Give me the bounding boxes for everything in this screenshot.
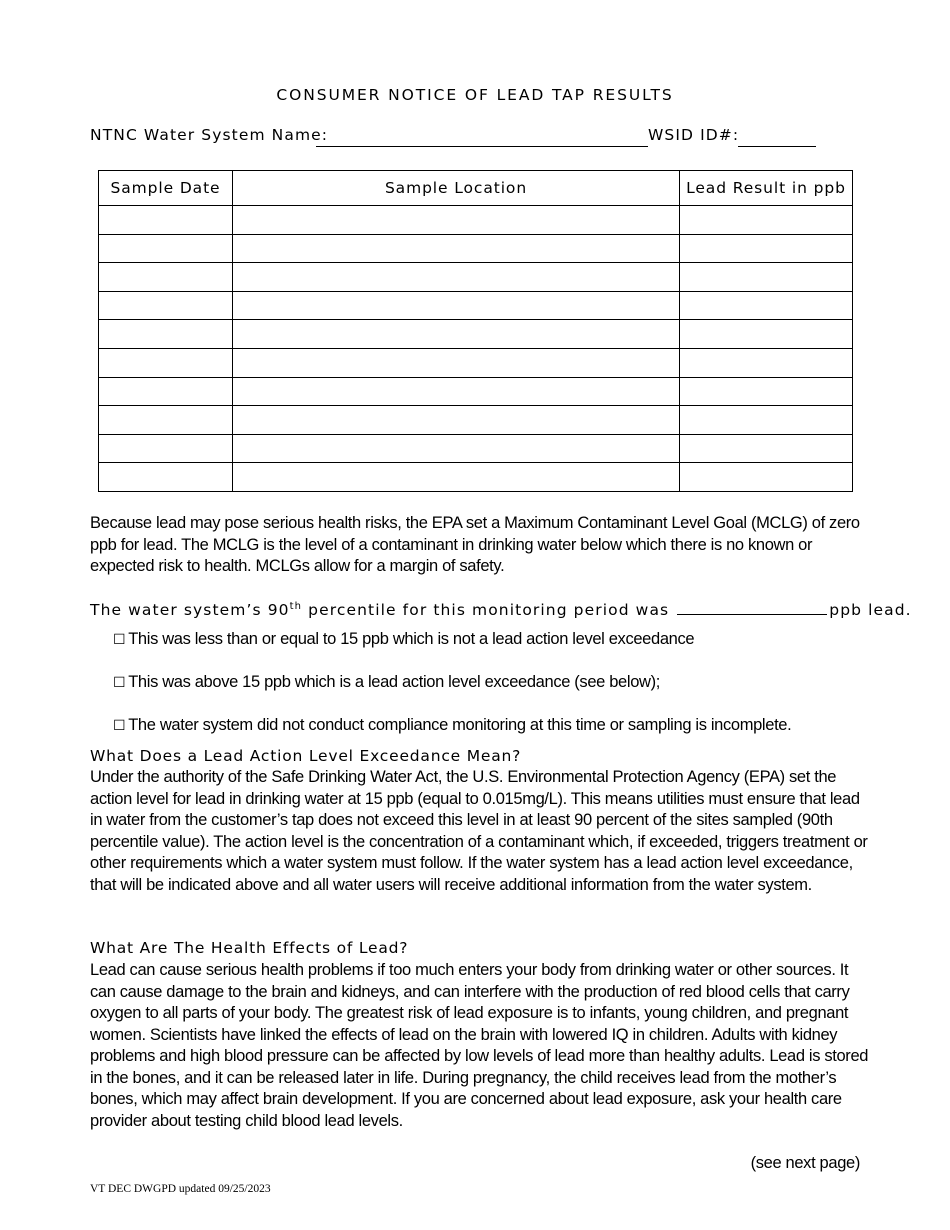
table-row bbox=[99, 406, 853, 435]
cell-sample-location[interactable] bbox=[233, 206, 680, 235]
table-row bbox=[99, 263, 853, 292]
table-row bbox=[99, 206, 853, 235]
section-heading-health-effects: What Are The Health Effects of Lead? bbox=[90, 939, 409, 957]
percentile-middle: percentile for this monitoring period was bbox=[302, 601, 676, 619]
cell-sample-date[interactable] bbox=[99, 234, 233, 263]
cell-sample-location[interactable] bbox=[233, 291, 680, 320]
checkbox-icon[interactable]: ☐ bbox=[113, 718, 126, 734]
cell-sample-location[interactable] bbox=[233, 434, 680, 463]
cell-lead-result[interactable] bbox=[680, 463, 853, 492]
see-next-page: (see next page) bbox=[750, 1154, 860, 1172]
percentile-superscript: th bbox=[289, 600, 303, 612]
table-header-row bbox=[99, 171, 853, 206]
header-lead-result: Lead Result in ppb bbox=[680, 171, 853, 206]
cell-sample-date[interactable] bbox=[99, 377, 233, 406]
document-title: CONSUMER NOTICE OF LEAD TAP RESULTS bbox=[276, 86, 674, 104]
percentile-value-field[interactable] bbox=[677, 600, 827, 615]
wsid-label: WSID ID#: bbox=[648, 126, 740, 144]
option-exceedance[interactable] bbox=[113, 672, 660, 695]
header-sample-date: Sample Date bbox=[99, 171, 233, 206]
section-body-action-level: Under the authority of the Safe Drinking Water Act, the U.S. Environmental Protection Agency (EPA) set the action level for lead in drinking water at 15 ppb (equal to 0.015mg/L). This means utilities must ensure that lead in water from the customer’s tap does not exceed this level in at least 90 percent of the sites sampled (90th percentile value). The action level is the concentration of a contaminant which, if exceeded, triggers treatment or other requirements which a water system must follow. If the water system has a lead action level exceedance, that will be indicated above and all water users will receive additional information from the water system. bbox=[90, 768, 868, 894]
table-row bbox=[99, 291, 853, 320]
table-row bbox=[99, 320, 853, 349]
section-heading-action-level: What Does a Lead Action Level Exceedance Mean? bbox=[90, 747, 522, 765]
percentile-prefix: The water system’s 90 bbox=[90, 601, 290, 619]
cell-lead-result[interactable] bbox=[680, 377, 853, 406]
checkbox-icon[interactable]: ☐ bbox=[113, 632, 126, 648]
percentile-suffix: ppb lead. bbox=[829, 601, 912, 619]
table-row bbox=[99, 434, 853, 463]
cell-sample-date[interactable] bbox=[99, 348, 233, 377]
percentile-line bbox=[90, 600, 912, 619]
cell-sample-location[interactable] bbox=[233, 263, 680, 292]
cell-lead-result[interactable] bbox=[680, 291, 853, 320]
option-no-monitoring[interactable] bbox=[113, 715, 791, 738]
header-sample-location: Sample Location bbox=[233, 171, 680, 206]
cell-sample-date[interactable] bbox=[99, 434, 233, 463]
cell-lead-result[interactable] bbox=[680, 206, 853, 235]
cell-lead-result[interactable] bbox=[680, 263, 853, 292]
checkbox-icon[interactable]: ☐ bbox=[113, 675, 126, 691]
option-not-exceedance[interactable] bbox=[113, 629, 694, 652]
table-row bbox=[99, 234, 853, 263]
system-name-field[interactable] bbox=[316, 146, 648, 147]
cell-sample-location[interactable] bbox=[233, 320, 680, 349]
cell-sample-date[interactable] bbox=[99, 263, 233, 292]
option-label: This was above 15 ppb which is a lead action level exceedance (see below); bbox=[128, 673, 660, 691]
results-table bbox=[98, 170, 853, 492]
system-name-row bbox=[90, 126, 830, 150]
wsid-field[interactable] bbox=[738, 146, 816, 147]
cell-sample-date[interactable] bbox=[99, 206, 233, 235]
cell-sample-location[interactable] bbox=[233, 348, 680, 377]
cell-sample-date[interactable] bbox=[99, 291, 233, 320]
cell-sample-date[interactable] bbox=[99, 406, 233, 435]
system-name-label: NTNC Water System Name: bbox=[90, 126, 329, 144]
cell-sample-date[interactable] bbox=[99, 463, 233, 492]
cell-sample-location[interactable] bbox=[233, 463, 680, 492]
cell-sample-location[interactable] bbox=[233, 377, 680, 406]
option-label: This was less than or equal to 15 ppb which is not a lead action level exceedance bbox=[128, 630, 695, 648]
cell-lead-result[interactable] bbox=[680, 434, 853, 463]
footer-revision: VT DEC DWGPD updated 09/25/2023 bbox=[90, 1183, 271, 1195]
cell-lead-result[interactable] bbox=[680, 234, 853, 263]
cell-sample-date[interactable] bbox=[99, 320, 233, 349]
cell-sample-location[interactable] bbox=[233, 234, 680, 263]
cell-lead-result[interactable] bbox=[680, 320, 853, 349]
table-row bbox=[99, 377, 853, 406]
section-body-health-effects: Lead can cause serious health problems if too much enters your body from drinking water or other sources. It can cause damage to the brain and kidneys, and can interfere with the production of red blood cells that carry oxygen to all parts of your body. The greatest risk of lead exposure is to infants, young children, and pregnant women. Scientists have linked the effects of lead on the brain with lowered IQ in children. Adults with kidney problems and high blood pressure can be affected by low levels of lead more than healthy adults. Lead is stored in the bones, and it can be released later in life. During pregnancy, the child receives lead from the mother’s bones, which may affect brain development. If you are concerned about lead exposure, ask your health care provider about testing child blood lead levels. bbox=[90, 961, 869, 1130]
option-label: The water system did not conduct compliance monitoring at this time or sampling is incomplete. bbox=[128, 716, 792, 734]
cell-lead-result[interactable] bbox=[680, 348, 853, 377]
table-row bbox=[99, 348, 853, 377]
table-row bbox=[99, 463, 853, 492]
cell-lead-result[interactable] bbox=[680, 406, 853, 435]
mclg-paragraph: Because lead may pose serious health risks, the EPA set a Maximum Contaminant Level Goal (MCLG) of zero ppb for lead. The MCLG is the level of a contaminant in drinking water below which there is no known or expected risk to health. MCLGs allow for a margin of safety. bbox=[90, 514, 860, 575]
cell-sample-location[interactable] bbox=[233, 406, 680, 435]
